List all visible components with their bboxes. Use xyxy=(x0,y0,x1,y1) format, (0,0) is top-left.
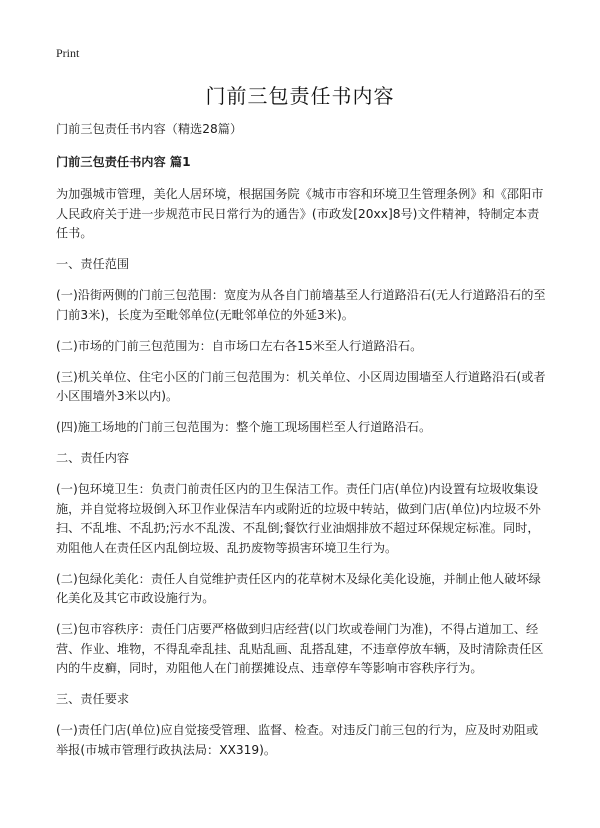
content-item-3: (三)包市容秩序：责任门店要严格做到归店经营(以门坎或卷闸门为准)，不得占道加工、经营、作业、堆物，不得乱牵乱挂、乱贴乱画、乱搭乱建，不违章停放车辆，及时清除责任区内的牛皮癣，同时，劝阻他人在门前摆摊设点、违章停车等影响市容秩序行为。 xyxy=(56,622,544,675)
section-heading: 门前三包责任书内容 篇1 xyxy=(56,154,191,169)
scope-item-3: (三)机关单位、住宅小区的门前三包范围为：机关单位、小区周边围墙至人行道路沿石(或者小区围墙外3米以内)。 xyxy=(56,369,546,403)
intro-paragraph: 为加强城市管理，美化人居环境，根据国务院《城市市容和环境卫生管理条例》和《邵阳市人民政府关于进一步规范市民日常行为的通告》(市政发[20xx]8号)文件精神，特制定本责任书。 xyxy=(56,187,544,240)
scope-item-2: (二)市场的门前三包范围为：自市场口左右各15米至人行道路沿石。 xyxy=(56,338,423,353)
requirements-heading: 三、责任要求 xyxy=(56,692,130,706)
print-label: Print xyxy=(56,46,80,60)
requirements-item-1: (一)责任门店(单位)应自觉接受管理、监督、检查。对违反门前三包的行为，应及时劝阻或举报(市城市管理行政执法局：XX319)。 xyxy=(56,723,539,757)
document-subtitle: 门前三包责任书内容（精选28篇） xyxy=(56,122,243,136)
document-body xyxy=(56,120,548,772)
content-item-1: (一)包环境卫生：负责门前责任区内的卫生保洁工作。责任门店(单位)内设置有垃圾收集设施，并自觉将垃圾倒入环卫作业保洁车内或附近的垃圾中转站，做到门店(单位)内垃圾不外扫、不乱堆、不乱扔;污水不乱泼、不乱倒;餐饮行业油烟排放不超过环保规定标准。同时，劝阻他人在责任区内乱倒垃圾、乱扔废物等损害环境卫生行为。 xyxy=(56,482,541,555)
scope-item-4: (四)施工场地的门前三包范围为：整个施工现场围栏至人行道路沿石。 xyxy=(56,420,432,434)
document-title: 门前三包责任书内容 xyxy=(205,84,395,108)
scope-item-1: (一)沿街两侧的门前三包范围：宽度为从各自门前墙基至人行道路沿石(无人行道路沿石的至门前3米)，长度为至毗邻单位(无毗邻单位的外延3米)。 xyxy=(56,288,546,322)
scope-heading: 一、责任范围 xyxy=(56,257,130,271)
content-item-2: (二)包绿化美化：责任人自觉维护责任区内的花草树木及绿化美化设施，并制止他人破坏绿化美化及其它市政设施行为。 xyxy=(56,571,541,605)
content-heading: 二、责任内容 xyxy=(56,451,130,465)
